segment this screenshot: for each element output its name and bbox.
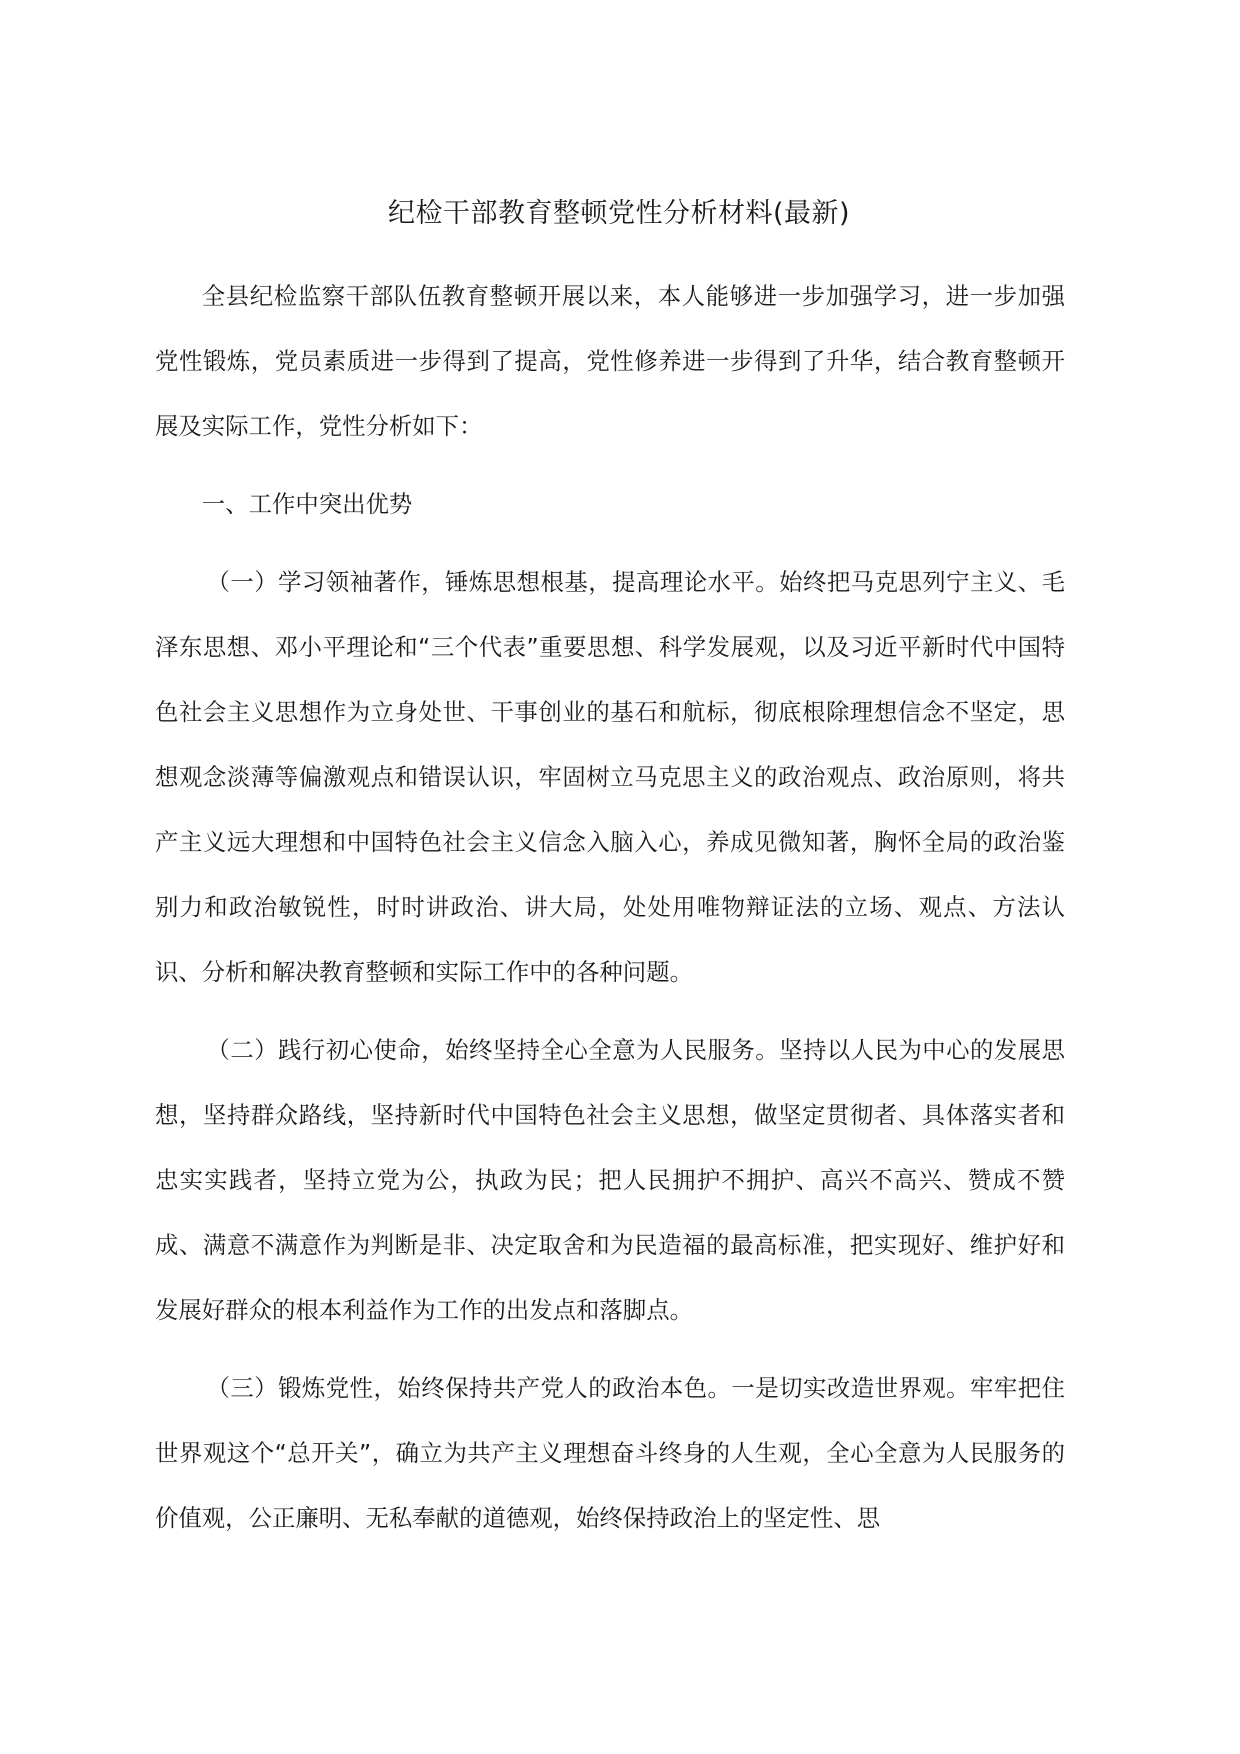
paragraph-item-3: （三）锻炼党性，始终保持共产党人的政治本色。一是切实改造世界观。牢牢把住世界观这个“总开关”，确立为共产主义理想奋斗终身的人生观，全心全意为人民服务的价值观，公正廉明、无私奉献的道德观，始终保持政治上的坚定性、思 (155, 1374, 1065, 1532)
document-title: 纪检干部教育整顿党性分析材料(最新) (387, 198, 851, 229)
paragraph-item-2: （二）践行初心使命，始终坚持全心全意为人民服务。坚持以人民为中心的发展思想，坚持群众路线，坚持新时代中国特色社会主义思想，做坚定贯彻者、具体落实者和忠实实践者，坚持立党为公，执政为民；把人民拥护不拥护、高兴不高兴、赞成不赞成、满意不满意作为判断是非、决定取舍和为民造福的最高标准，把实现好、维护好和发展好群众的根本利益作为工作的出发点和落脚点。 (155, 1036, 1065, 1324)
section-heading-advantages: 一、工作中突出优势 (201, 490, 413, 518)
paragraph-item-1: （一）学习领袖著作，锤炼思想根基，提高理论水平。始终把马克思列宁主义、毛泽东思想、邓小平理论和“三个代表”重要思想、科学发展观，以及习近平新时代中国特色社会主义思想作为立身处世、干事创业的基石和航标，彻底根除理想信念不坚定，思想观念淡薄等偏激观点和错误认识，牢固树立马克思主义的政治观点、政治原则，将共产主义远大理想和中国特色社会主义信念入脑入心，养成见微知著，胸怀全局的政治鉴别力和政治敏锐性，时时讲政治、讲大局，处处用唯物辩证法的立场、观点、方法认识、分析和解决教育整顿和实际工作中的各种问题。 (155, 568, 1065, 986)
intro-paragraph: 全县纪检监察干部队伍教育整顿开展以来，本人能够进一步加强学习，进一步加强党性锻炼，党员素质进一步得到了提高，党性修养进一步得到了升华，结合教育整顿开展及实际工作，党性分析如下： (155, 282, 1065, 440)
